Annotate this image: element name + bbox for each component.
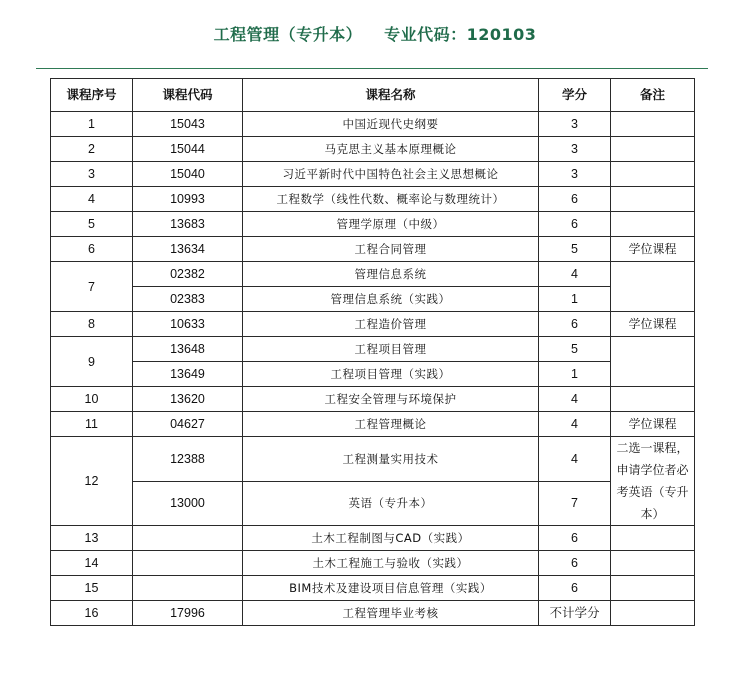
table-row: [51, 137, 695, 162]
row-code: 10633: [133, 312, 243, 337]
row-seq: 5: [51, 212, 133, 237]
table-row: [51, 287, 695, 312]
row-code: 02382: [133, 262, 243, 287]
row-name: 土木工程制图与CAD（实践）: [243, 526, 539, 551]
table-row: [51, 237, 695, 262]
row-seq: 8: [51, 312, 133, 337]
row-credit: 5: [539, 337, 611, 362]
row-name: 英语（专升本）: [243, 481, 539, 526]
row-note: 学位课程: [611, 412, 695, 437]
table-row: [51, 481, 695, 526]
row-credit: 6: [539, 526, 611, 551]
row-code: 02383: [133, 287, 243, 312]
row-credit: 4: [539, 437, 611, 482]
row-seq: 11: [51, 412, 133, 437]
row-name: 工程测量实用技术: [243, 437, 539, 482]
row-code: 12388: [133, 437, 243, 482]
row-code: 17996: [133, 601, 243, 626]
row-name: 工程管理概论: [243, 412, 539, 437]
row-code: [133, 526, 243, 551]
table-row: [51, 576, 695, 601]
header-name: 课程名称: [243, 79, 539, 112]
row-credit: 5: [539, 237, 611, 262]
row-name: 马克思主义基本原理概论: [243, 137, 539, 162]
row-code: 13620: [133, 387, 243, 412]
header-code: 课程代码: [133, 79, 243, 112]
row-code: 15043: [133, 112, 243, 137]
row-note: [611, 576, 695, 601]
row-credit: 6: [539, 312, 611, 337]
table-row: [51, 412, 695, 437]
row-note: [611, 212, 695, 237]
row-credit: 4: [539, 262, 611, 287]
row-credit: 3: [539, 162, 611, 187]
row-name: 工程安全管理与环境保护: [243, 387, 539, 412]
row-name: 管理信息系统（实践）: [243, 287, 539, 312]
row-code: 15044: [133, 137, 243, 162]
row-note: [611, 601, 695, 626]
row-name: 工程项目管理（实践）: [243, 362, 539, 387]
row-seq: 9: [51, 337, 133, 387]
row-seq: 12: [51, 437, 133, 526]
row-note: [611, 112, 695, 137]
row-code: 04627: [133, 412, 243, 437]
course-table: [50, 78, 695, 626]
table-row: [51, 362, 695, 387]
header-seq: 课程序号: [51, 79, 133, 112]
table-row: [51, 187, 695, 212]
row-note: [611, 337, 695, 387]
table-row: [51, 551, 695, 576]
row-code: 13634: [133, 237, 243, 262]
row-seq: 6: [51, 237, 133, 262]
row-seq: 13: [51, 526, 133, 551]
row-note: [611, 137, 695, 162]
table-row: [51, 387, 695, 412]
row-note: [611, 526, 695, 551]
row-credit: 6: [539, 551, 611, 576]
title-divider: [36, 68, 708, 69]
table-row: [51, 437, 695, 482]
row-credit: 1: [539, 287, 611, 312]
row-seq: 7: [51, 262, 133, 312]
table-header-row: [51, 79, 695, 112]
row-note: 学位课程: [611, 312, 695, 337]
row-credit: 4: [539, 387, 611, 412]
row-name: BIM技术及建设项目信息管理（实践）: [243, 576, 539, 601]
table-row: [51, 601, 695, 626]
program-code: 专业代码：120103: [384, 25, 537, 44]
row-name: 工程项目管理: [243, 337, 539, 362]
row-name: 工程数学（线性代数、概率论与数理统计）: [243, 187, 539, 212]
row-credit: 3: [539, 137, 611, 162]
row-credit: 4: [539, 412, 611, 437]
row-code: 10993: [133, 187, 243, 212]
row-code: [133, 576, 243, 601]
row-seq: 10: [51, 387, 133, 412]
row-code: 13649: [133, 362, 243, 387]
table-row: [51, 526, 695, 551]
row-seq: 14: [51, 551, 133, 576]
row-code: 13000: [133, 481, 243, 526]
row-note: [611, 262, 695, 312]
row-seq: 3: [51, 162, 133, 187]
row-name: 管理学原理（中级）: [243, 212, 539, 237]
row-note: [611, 551, 695, 576]
row-credit: 7: [539, 481, 611, 526]
row-name: 习近平新时代中国特色社会主义思想概论: [243, 162, 539, 187]
row-credit: 6: [539, 212, 611, 237]
row-seq: 4: [51, 187, 133, 212]
page-title: [0, 22, 750, 45]
table-row: [51, 162, 695, 187]
table-row: [51, 262, 695, 287]
table-row: [51, 337, 695, 362]
row-code: 13683: [133, 212, 243, 237]
row-name: 土木工程施工与验收（实践）: [243, 551, 539, 576]
row-seq: 16: [51, 601, 133, 626]
row-name: 中国近现代史纲要: [243, 112, 539, 137]
table-row: [51, 212, 695, 237]
row-credit: 不计学分: [539, 601, 611, 626]
row-name: 工程合同管理: [243, 237, 539, 262]
row-credit: 1: [539, 362, 611, 387]
row-seq: 1: [51, 112, 133, 137]
header-credit: 学分: [539, 79, 611, 112]
row-note: [611, 387, 695, 412]
row-note: 学位课程: [611, 237, 695, 262]
row-code: 15040: [133, 162, 243, 187]
row-name: 工程管理毕业考核: [243, 601, 539, 626]
row-note: [611, 162, 695, 187]
row-credit: 6: [539, 187, 611, 212]
row-note: [611, 187, 695, 212]
header-note: 备注: [611, 79, 695, 112]
table-row: [51, 112, 695, 137]
table-row: [51, 312, 695, 337]
row-name: 管理信息系统: [243, 262, 539, 287]
row-note: 二选一课程，申请学位者必考英语（专升本）: [611, 437, 695, 526]
row-credit: 6: [539, 576, 611, 601]
row-credit: 3: [539, 112, 611, 137]
row-code: [133, 551, 243, 576]
row-seq: 2: [51, 137, 133, 162]
row-seq: 15: [51, 576, 133, 601]
row-code: 13648: [133, 337, 243, 362]
program-name: 工程管理（专升本）: [213, 25, 363, 44]
row-name: 工程造价管理: [243, 312, 539, 337]
